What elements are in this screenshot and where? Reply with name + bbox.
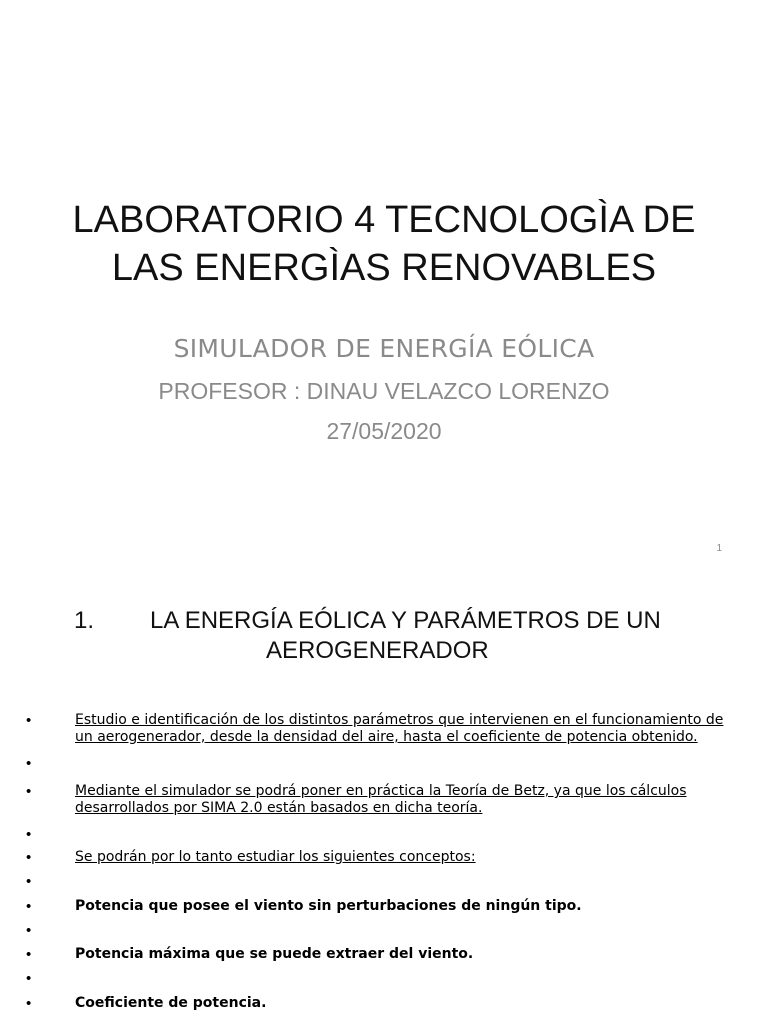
list-item	[26, 873, 726, 890]
bullet-marker: •	[26, 849, 32, 866]
list-item-text: Coeficiente de potencia.	[75, 995, 267, 1011]
title-line-1: LABORATORIO 4 TECNOLOGÌA DE	[72, 199, 696, 241]
list-item	[26, 712, 726, 746]
page-number: 1	[716, 543, 722, 554]
list-item	[26, 826, 726, 843]
list-item-text: Potencia máxima que se puede extraer del viento.	[75, 946, 474, 962]
list-item-text: Estudio e identificación de los distintos parámetros que intervienen en el funcionamiento de un aerogenerador, desde la densidad del aire, hasta el coeficiente de potencia obtenido.	[75, 712, 724, 745]
section-number: 1.	[74, 607, 95, 634]
list-item-text: Se podrán por lo tanto estudiar los siguientes conceptos:	[75, 849, 476, 865]
title-line-2: LAS ENERGÌAS RENOVABLES	[111, 247, 657, 289]
professor-line: PROFESOR : DINAU VELAZCO LORENZO	[158, 378, 610, 404]
slide-2-title	[74, 606, 734, 666]
bullet-list	[26, 712, 726, 1012]
list-item	[26, 755, 726, 772]
bullet-marker: •	[26, 755, 32, 772]
date-line: 27/05/2020	[326, 418, 442, 444]
list-item	[26, 970, 726, 987]
bullet-marker: •	[26, 970, 32, 987]
bullet-marker: •	[26, 946, 32, 963]
title-text-1: LA ENERGÍA EÓLICA Y PARÁMETROS DE UN	[150, 607, 661, 634]
list-item-text: Mediante el simulador se podrá poner en práctica la Teoría de Betz, ya que los cálculos desarrollados por SIMA 2.0 están basados en dicha teoría.	[75, 783, 687, 816]
bullet-marker: •	[26, 783, 32, 800]
bullet-marker: •	[26, 826, 32, 843]
title-line-1	[74, 606, 734, 636]
bullet-marker: •	[26, 922, 32, 939]
bullet-marker: •	[26, 898, 32, 915]
bullet-marker: •	[26, 712, 32, 729]
list-item	[26, 898, 726, 915]
bullet-marker: •	[26, 995, 32, 1012]
slide-2	[0, 576, 768, 1024]
list-item	[26, 995, 726, 1012]
slide-1-title	[0, 196, 768, 292]
list-item-text: Potencia que posee el viento sin perturbaciones de ningún tipo.	[75, 898, 582, 914]
bullet-marker: •	[26, 873, 32, 890]
slide-1-subtitle: SIMULADOR DE ENERGÍA EÓLICA	[173, 334, 595, 363]
list-item	[26, 946, 726, 963]
list-item	[26, 849, 726, 866]
title-line-2: AEROGENERADOR	[266, 637, 489, 664]
list-item	[26, 783, 726, 817]
list-item	[26, 922, 726, 939]
